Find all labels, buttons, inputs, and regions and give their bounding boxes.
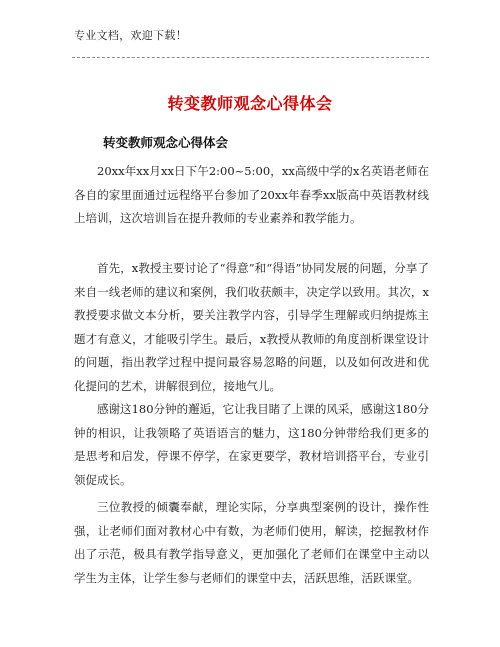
document-title: 转变教师观念心得体会 [167, 94, 333, 113]
document-subtitle: 转变教师观念心得体会 [103, 135, 229, 150]
body-paragraph-1-block [74, 160, 429, 231]
body-paragraph-4-block [74, 496, 429, 590]
header-divider [72, 57, 429, 58]
body-paragraph-3-block [74, 398, 429, 492]
page-header-text: 专业文档，欢迎下载！ [74, 29, 187, 42]
body-paragraph-2-block [74, 257, 429, 398]
body-paragraph: 20xx年xx月xx日下午2:00~5:00，xx高级中学的x名英语老师在各自的家里面通过远程络平台参加了20xx年春季xx版高中英语教材线上培训，这次培训旨在提升教师的专业素养和教学能力。 [74, 164, 429, 225]
body-paragraph: 首先，x教授主要讨论了“得意”和“得语”协同发展的问题，分享了来自一线老师的建议和案例，我们收获颇丰，决定学以致用。其次，x教授要求做文本分析，要关注教学内容，引导学生理解或归纳提炼主题才有意义，才能吸引学生。最后，x教授从教师的角度剖析课堂设计的问题，指出教学过程中提问最容易忽略的问题，以及如何改进和优化提问的艺术，讲解很到位，接地气儿。 [74, 261, 429, 393]
body-paragraph: 感谢这180分钟的邂逅，它让我目睹了上课的风采，感谢这180分钟的相识，让我领略了英语语言的魅力，这180分钟带给我们更多的是思考和启发，停课不停学，在家更要学，教材培训搭平台，专业引领促成长。 [74, 402, 429, 487]
body-paragraph: 三位教授的倾囊奉献，理论实际，分享典型案例的设计，操作性强，让老师们面对教材心中有数，为老师们使用，解读，挖掘教材作出了示范，极具有教学指导意义，更加强化了老师们在课堂中主动以学生为主体，让学生参与老师们的课堂中去，活跃思维，活跃课堂。 [74, 500, 429, 585]
